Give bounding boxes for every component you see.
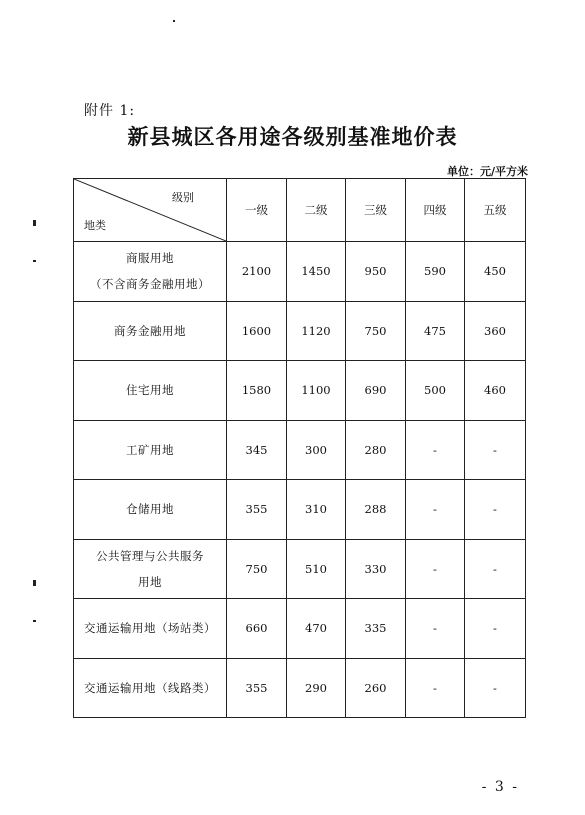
scan-mark [33,220,36,226]
price-cell: - [465,539,526,599]
price-cell: 355 [227,658,287,718]
category-line: 交通运输用地（线路类） [84,680,216,695]
price-cell: 300 [287,420,346,480]
scan-mark [33,620,36,622]
price-cell: 590 [406,242,465,302]
land-price-table [73,178,526,718]
price-cell: 2100 [227,242,287,302]
table-row [74,599,526,659]
price-cell: - [465,420,526,480]
table-row [74,361,526,421]
category-line: 商服用地 [126,251,174,266]
price-cell: 500 [406,361,465,421]
diagonal-header-cell [74,179,227,242]
land-use-category-cell [74,361,227,421]
price-cell: 1450 [287,242,346,302]
price-cell: - [406,658,465,718]
level-header: 五级 [465,179,526,242]
price-cell: 690 [346,361,406,421]
unit-label: 单位：元/平方米 [446,165,528,178]
price-cell: 750 [227,539,287,599]
table-row [74,242,526,302]
annex-label: 附件 1: [84,103,136,119]
scan-mark [33,260,36,262]
price-cell: 750 [346,301,406,361]
price-cell: 1600 [227,301,287,361]
category-line: 公共管理与公共服务 [96,548,204,563]
price-cell: 950 [346,242,406,302]
scan-mark [33,580,36,586]
price-cell: 260 [346,658,406,718]
price-cell: - [406,480,465,540]
price-cell: - [406,420,465,480]
price-cell: 1580 [227,361,287,421]
price-cell: 280 [346,420,406,480]
land-use-category-cell [74,420,227,480]
category-line: 仓储用地 [126,502,174,517]
price-cell: - [406,599,465,659]
price-cell: 450 [465,242,526,302]
price-cell: 475 [406,301,465,361]
category-line: 用地 [138,574,162,589]
price-cell: 360 [465,301,526,361]
price-cell: 288 [346,480,406,540]
category-line: 工矿用地 [126,442,174,457]
land-use-category-cell [74,480,227,540]
land-use-category-cell [74,658,227,718]
page-number: - 3 - [481,779,519,795]
price-cell: 345 [227,420,287,480]
table-row [74,480,526,540]
scan-mark [173,20,175,22]
level-header: 二级 [287,179,346,242]
price-cell: 510 [287,539,346,599]
price-cell: - [406,539,465,599]
category-line: 商务金融用地 [114,323,186,338]
land-use-category-cell [74,301,227,361]
land-use-category-cell [74,599,227,659]
category-line: （不含商务金融用地） [90,277,210,292]
price-cell: 1100 [287,361,346,421]
price-cell: 355 [227,480,287,540]
page-title: 新县城区各用途各级别基准地价表 [127,124,458,149]
land-use-category-cell [74,242,227,302]
table-row [74,301,526,361]
price-cell: 335 [346,599,406,659]
table-header-row [74,179,526,242]
level-header: 三级 [346,179,406,242]
price-cell: 460 [465,361,526,421]
level-header: 四级 [406,179,465,242]
price-cell: - [465,658,526,718]
category-line: 住宅用地 [126,383,174,398]
table-row [74,539,526,599]
price-cell: 470 [287,599,346,659]
table-row [74,658,526,718]
category-header-label: 地类 [84,219,106,232]
level-header: 一级 [227,179,287,242]
price-cell: - [465,599,526,659]
price-cell: 330 [346,539,406,599]
price-cell: 660 [227,599,287,659]
price-cell: 290 [287,658,346,718]
land-use-category-cell [74,539,227,599]
table-row [74,420,526,480]
category-line: 交通运输用地（场站类） [84,621,216,636]
price-cell: - [465,480,526,540]
level-header-label: 级别 [172,191,194,204]
price-cell: 310 [287,480,346,540]
price-cell: 1120 [287,301,346,361]
